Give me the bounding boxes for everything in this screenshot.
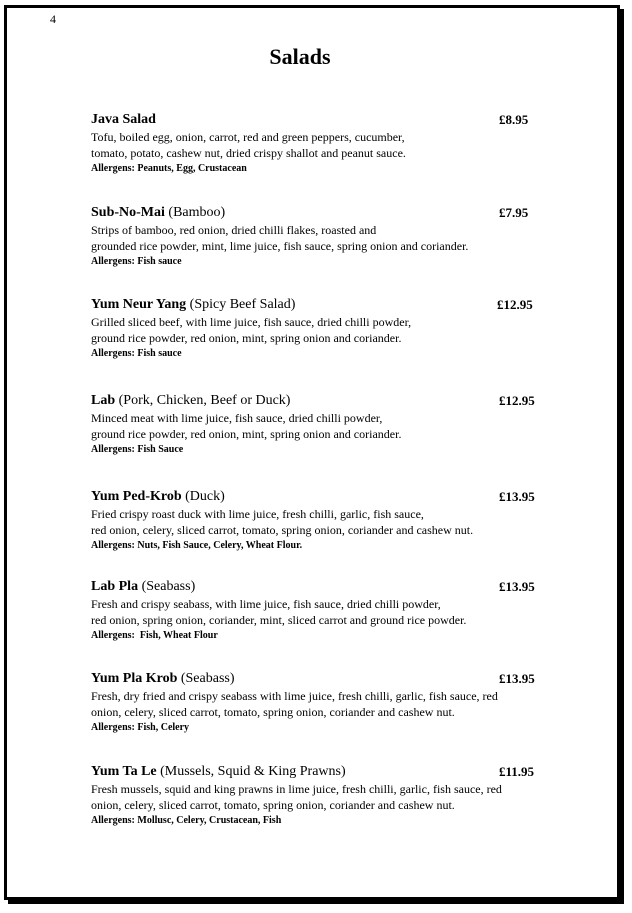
menu-item-allergens: Allergens: Fish, Celery: [91, 722, 190, 733]
menu-item-price: £11.95: [499, 764, 535, 779]
menu-item-price: £13.95: [499, 579, 535, 594]
menu-item-description: [91, 781, 561, 813]
menu-item-subtitle: (Seabass): [177, 671, 235, 686]
menu-item-allergens: Allergens: Peanuts, Egg, Crustacean: [91, 163, 247, 174]
description-line: Minced meat with lime juice, fish sauce, dried chilli powder,: [91, 411, 383, 425]
description-line: Strips of bamboo, red onion, dried chilli flakes, roasted and: [91, 223, 377, 237]
description-line: Fried crispy roast duck with lime juice, fresh chilli, garlic, fish sauce,: [91, 507, 424, 521]
menu-item-header: [91, 670, 561, 687]
menu-item-name: Yum Pla Krob: [91, 671, 178, 686]
menu-item-price: £8.95: [499, 112, 529, 127]
description-line: red onion, celery, sliced carrot, tomato, spring onion, coriander and cashew nut.: [91, 523, 474, 537]
menu-item: [91, 488, 561, 553]
menu-item: [91, 204, 561, 269]
menu-item: [91, 296, 561, 361]
menu-item-header: [91, 488, 561, 505]
menu-item-name: Yum Ta Le: [91, 764, 157, 779]
menu-item-allergens: Allergens: Fish sauce: [91, 256, 182, 267]
page-number: 4: [50, 12, 56, 26]
menu-item-header: [91, 204, 561, 221]
page-title: Salads: [269, 44, 331, 69]
menu-item-header: [91, 578, 561, 595]
description-line: tomato, potato, cashew nut, dried crispy shallot and peanut sauce.: [91, 146, 406, 160]
menu-item: [91, 670, 561, 735]
menu-item-description: [91, 222, 561, 254]
menu-item-description: [91, 506, 561, 538]
description-line: Fresh mussels, squid and king prawns in lime juice, fresh chilli, garlic, fish sauce, red: [91, 782, 502, 796]
menu-item-header: [91, 111, 561, 128]
description-line: ground rice powder, red onion, mint, spring onion and coriander.: [91, 427, 402, 441]
menu-item-price: £12.95: [499, 393, 535, 408]
menu-item-description: [91, 410, 561, 442]
menu-item-allergens: Allergens: Fish sauce: [91, 348, 182, 359]
menu-item-allergens: Allergens: Nuts, Fish Sauce, Celery, Wheat Flour.: [91, 540, 303, 551]
menu-item-name: Yum Neur Yang: [91, 297, 187, 312]
menu-item-description: [91, 688, 561, 720]
description-line: onion, celery, sliced carrot, tomato, spring onion, coriander and cashew nut.: [91, 798, 455, 812]
description-line: grounded rice powder, mint, lime juice, fish sauce, spring onion and coriander.: [91, 239, 469, 253]
menu-item-price: £12.95: [497, 297, 533, 312]
menu-item-subtitle: (Spicy Beef Salad): [186, 297, 296, 312]
menu-item: [91, 392, 561, 457]
menu-item-name: Lab Pla: [91, 579, 139, 594]
menu-item-name: Lab: [91, 393, 116, 408]
menu-item-name: Yum Ped-Krob: [91, 489, 182, 504]
menu-item-header: [91, 763, 561, 780]
description-line: onion, celery, sliced carrot, tomato, spring onion, coriander and cashew nut.: [91, 705, 455, 719]
description-line: Tofu, boiled egg, onion, carrot, red and green peppers, cucumber,: [91, 130, 405, 144]
menu-item-allergens: Allergens: Fish Sauce: [91, 444, 184, 455]
menu-item-price: £7.95: [499, 205, 529, 220]
description-line: Fresh, dry fried and crispy seabass with lime juice, fresh chilli, garlic, fish sauce, red: [91, 689, 498, 703]
menu-item-name: Sub-No-Mai: [91, 205, 165, 220]
menu-item-price: £13.95: [499, 489, 535, 504]
description-line: Fresh and crispy seabass, with lime juice, fish sauce, dried chilli powder,: [91, 597, 441, 611]
description-line: ground rice powder, red onion, mint, spring onion and coriander.: [91, 331, 402, 345]
description-line: Grilled sliced beef, with lime juice, fish sauce, dried chilli powder,: [91, 315, 412, 329]
menu-item: [91, 111, 561, 176]
menu-item-header: [91, 392, 561, 409]
menu-item: [91, 578, 561, 643]
menu-item-description: [91, 129, 561, 161]
menu-item-subtitle: (Bamboo): [164, 205, 226, 220]
menu-item-description: [91, 596, 561, 628]
menu-item: [91, 763, 561, 828]
menu-item-subtitle: (Duck): [181, 489, 225, 504]
menu-item-name: Java Salad: [91, 112, 156, 127]
menu-item-price: £13.95: [499, 671, 535, 686]
menu-item-allergens: Allergens: Fish, Wheat Flour: [91, 630, 218, 641]
menu-item-description: [91, 314, 561, 346]
menu-item-subtitle: (Seabass): [138, 579, 196, 594]
menu-item-allergens: Allergens: Mollusc, Celery, Crustacean, Fish: [91, 815, 282, 826]
menu-item-header: [91, 296, 561, 313]
description-line: red onion, spring onion, coriander, mint, sliced carrot and ground rice powder.: [91, 613, 467, 627]
menu-item-subtitle: (Pork, Chicken, Beef or Duck): [115, 393, 291, 408]
menu-item-subtitle: (Mussels, Squid & King Prawns): [156, 764, 346, 779]
